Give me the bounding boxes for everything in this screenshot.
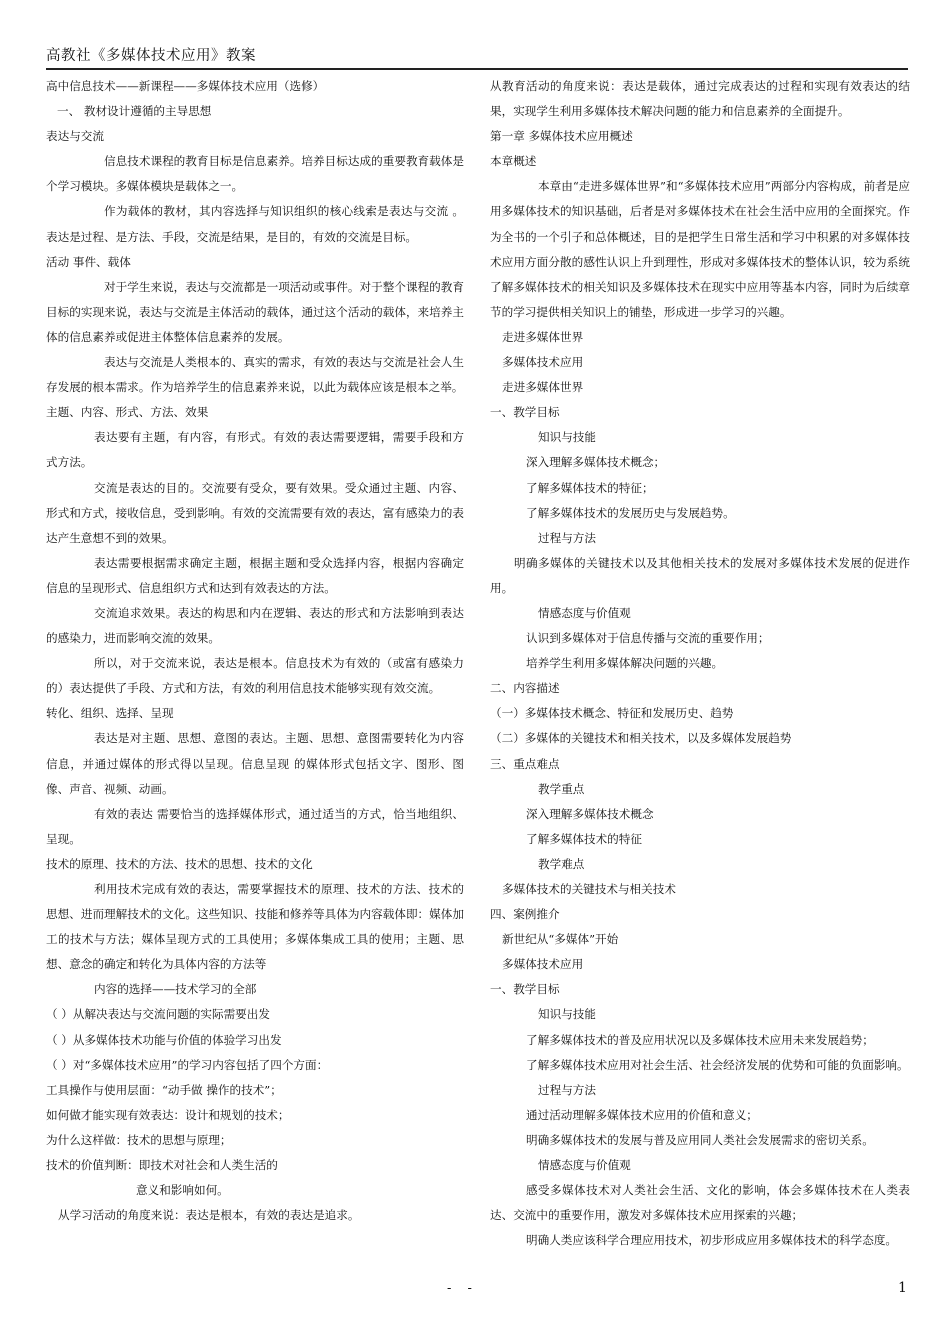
paragraph: 交流是表达的目的。交流要有受众，要有效果。受众通过主题、内容、形式和方式，接收信息，受到影响。有效的交流需要有效的表达，富有感染力的表达产生意想不到的效果。 [46, 480, 464, 545]
section-heading: 二、内容描述 [490, 681, 560, 696]
subheading: 表达与交流 [46, 129, 104, 144]
header-title: 高教社《多媒体技术应用》教案 [46, 48, 256, 64]
subheading: 本章概述 [490, 154, 537, 169]
paragraph: 作为载体的教材，其内容选择与知识组织的核心线索是表达与交流 。表达是过程、是方法、手段，交流是结果，是目的，有效的交流是目标。 [46, 204, 464, 244]
list-item: （ ）从多媒体技术功能与价值的体验学习出发 [46, 1032, 282, 1047]
subheading: 过程与方法 [538, 530, 596, 545]
paragraph: 本章由“走进多媒体世界”和“多媒体技术应用”两部分内容构成，前者是应用多媒体技术的知识基础，后者是对多媒体技术在社会生活中应用的全面探究。作为全书的一个引子和总体概述，目的是把学生日常生活和学习中积累的对多媒体技术应用方面分散的感性认识上升到理性，形成对多媒体技术的整体认识，较为系统了解多媒体技术的相关知识及多媒体技术在现实中应用等基本内容，同时为后续章节的学习提供相关知识上的铺垫，形成进一步学习的兴趣。 [490, 179, 910, 319]
paragraph: 通过活动理解多媒体技术应用的价值和意义； [526, 1107, 758, 1122]
subheading: 情感态度与价值观 [538, 1158, 631, 1173]
paragraph: 信息技术课程的教育目标是信息素养。培养目标达成的重要教育载体是 个学习模块。多媒体模块是载体之一。 [46, 154, 464, 194]
right-column [490, 74, 910, 1253]
chapter-title: 第一章 多媒体技术应用概述 [490, 129, 633, 144]
subheading: 活动 事件、载体 [46, 254, 131, 269]
paragraph: 表达要有主题，有内容，有形式。有效的表达需要逻辑，需要手段和方式方法。 [46, 430, 464, 470]
paragraph: 明确多媒体技术的发展与普及应用同人类社会发展需求的密切关系。 [526, 1132, 874, 1147]
paragraph: 表达需要根据需求确定主题，根据主题和受众选择内容，根据内容确定信息的呈现形式、信息组织方式和达到有效表达的方法。 [46, 555, 464, 595]
subheading: 教学难点 [538, 856, 585, 871]
list-item: 走进多媒体世界 [502, 380, 584, 395]
list-item-continuation: 意义和影响如何。 [136, 1183, 229, 1198]
subheading: 内容的选择——技术学习的全部 [94, 982, 257, 997]
list-item: 多媒体技术的关键技术与相关技术 [502, 882, 676, 896]
subheading: 知识与技能 [538, 430, 596, 445]
list-item: 培养学生利用多媒体解决问题的兴趣。 [526, 656, 724, 671]
list-item: 深入理解多媒体技术概念； [526, 455, 666, 470]
subheading: 转化、组织、选择、呈现 [46, 706, 174, 721]
list-item: （一）多媒体技术概念、特征和发展历史、趋势 [490, 706, 734, 721]
list-item: 为什么这样做：技术的思想与原理； [46, 1132, 232, 1147]
list-item: 多媒体技术应用 [502, 355, 584, 370]
list-item: （ ）从解决表达与交流问题的实际需要出发 [46, 1007, 270, 1022]
paragraph: 感受多媒体技术对人类社会生活、文化的影响，体会多媒体技术在人类表达、交流中的重要作用，激发对多媒体技术应用探索的兴趣； [490, 1183, 910, 1223]
list-item: 了解多媒体技术的特征 [526, 831, 642, 846]
paragraph: 从学习活动的角度来说：表达是根本，有效的表达是追求。 [58, 1208, 360, 1223]
paragraph: 表达与交流是人类根本的、真实的需求，有效的表达与交流是社会人生存发展的根本需求。作为培养学生的信息素养来说，以此为载体应该是根本之举。 [46, 355, 464, 395]
subheading: 情感态度与价值观 [538, 605, 631, 620]
list-item: （二）多媒体的关键技术和相关技术，以及多媒体发展趋势 [490, 731, 792, 746]
paragraph: 表达是对主题、思想、意图的表达。主题、思想、意图需要转化为内容信息，并通过媒体的形式得以呈现。信息呈现 的媒体形式包括文字、图形、图像、声音、视频、动画。 [46, 731, 464, 796]
list-item: 走进多媒体世界 [502, 329, 584, 344]
list-item: 了解多媒体技术的发展历史与发展趋势。 [526, 505, 735, 520]
page-number: 1 [898, 1280, 907, 1296]
paragraph: 从教育活动的角度来说：表达是载体，通过完成表达的过程和实现有效表达的结果，实现学生利用多媒体技术解决问题的能力和信息素养的全面提升。 [490, 79, 910, 119]
subheading: 主题、内容、形式、方法、效果 [46, 405, 209, 420]
list-item: 深入理解多媒体技术概念 [526, 806, 654, 821]
subheading: 教学重点 [538, 781, 585, 796]
paragraph: 利用技术完成有效的表达，需要掌握技术的原理、技术的方法、技术的思想、进而理解技术的文化。这些知识、技能和修养等具体为内容载体即：媒体加工的技术与方法；媒体呈现方式的工具使用；多媒体集成工具的使用；主题、思想、意念的确定和转化为具体内容的方法等 [46, 882, 464, 972]
paragraph: 对于学生来说，表达与交流都是一项活动或事件。对于整个课程的教育目标的实现来说，表达与交流是主体活动的载体，通过这个活动的载体，来培养主体的信息素养或促进主体整体信息素养的发展。 [46, 279, 464, 344]
section-heading: 一、教学目标 [490, 982, 560, 997]
subheading: 知识与技能 [538, 1007, 596, 1022]
paragraph: 了解多媒体技术的普及应用状况以及多媒体技术应用未来发展趋势； [526, 1032, 874, 1047]
section-heading: 一、 教材设计遵循的主导思想 [57, 104, 212, 119]
list-item: 如何做才能实现有效表达：设计和规划的技术； [46, 1107, 290, 1122]
list-item: 多媒体技术应用 [502, 957, 584, 972]
list-item: 技术的价值判断：即技术对社会和人类生活的 [46, 1158, 278, 1173]
paragraph: 了解多媒体技术应用对社会生活、社会经济发展的优势和可能的负面影响。 [526, 1057, 909, 1072]
list-item: 新世纪从“多媒体”开始 [502, 932, 619, 947]
list-item: 了解多媒体技术的特征； [526, 480, 654, 495]
section-heading: 一、教学目标 [490, 405, 560, 420]
list-item: 工具操作与使用层面：“动手做 操作的技术”； [46, 1082, 282, 1097]
paragraph: 明确多媒体的关键技术以及其他相关技术的发展对多媒体技术发展的促进作用。 [490, 555, 910, 595]
page-header [46, 44, 908, 70]
subheading: 技术的原理、技术的方法、技术的思想、技术的文化 [46, 856, 313, 871]
subheading: 过程与方法 [538, 1082, 596, 1097]
course-title: 高中信息技术——新课程——多媒体技术应用（选修） [46, 79, 325, 93]
paragraph: 有效的表达 需要恰当的选择媒体形式，通过适当的方式，恰当地组织、呈现。 [46, 806, 464, 846]
paragraph: 明确人类应该科学合理应用技术，初步形成应用多媒体技术的科学态度。 [526, 1233, 898, 1248]
paragraph: 交流追求效果。表达的构思和内在逻辑、表达的形式和方法影响到表达的感染力，进而影响交流的效果。 [46, 605, 464, 646]
section-heading: 四、案例推介 [490, 907, 560, 922]
paragraph: 所以，对于交流来说，表达是根本。信息技术为有效的（或富有感染力的）表达提供了手段、方式和方法，有效的利用信息技术能够实现有效交流。 [46, 656, 464, 696]
section-heading: 三、重点难点 [490, 756, 560, 771]
left-column [46, 74, 464, 1228]
list-item: （ ）对“多媒体技术应用”的学习内容包括了四个方面： [46, 1057, 329, 1072]
list-item: 认识到多媒体对于信息传播与交流的重要作用； [526, 631, 770, 646]
footer-mark: - - [447, 1281, 478, 1296]
